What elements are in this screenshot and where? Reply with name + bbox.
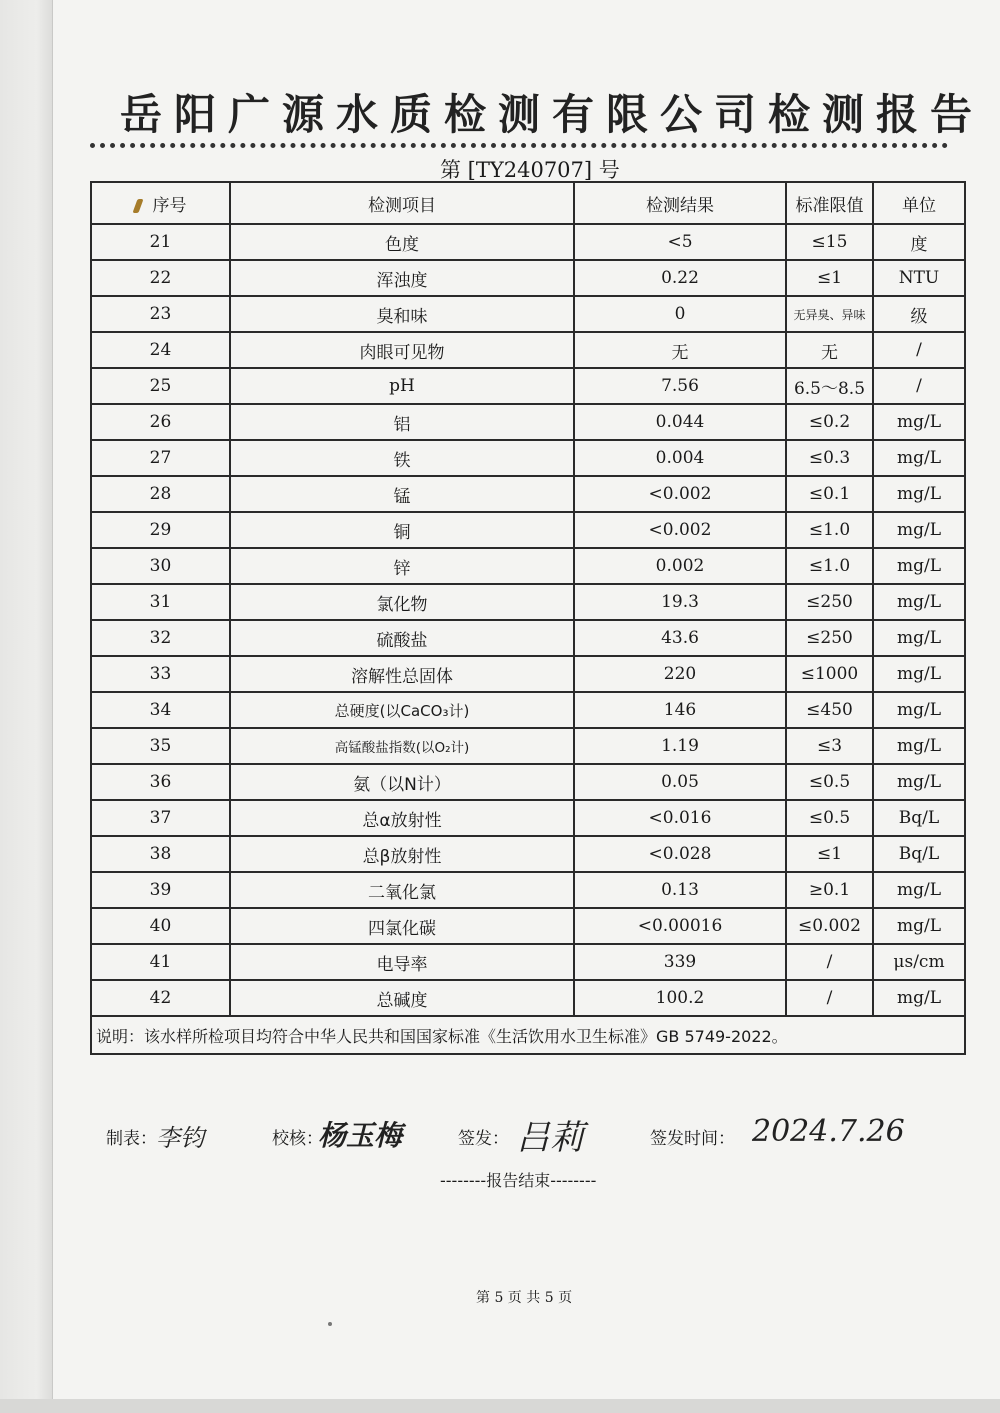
table-row xyxy=(91,692,965,728)
table-row xyxy=(91,224,965,260)
cell-item: 锌 xyxy=(230,548,574,584)
cell-unit: / xyxy=(873,368,965,404)
checked-by-signature: 杨玉梅 xyxy=(318,1119,403,1152)
cell-no: 37 xyxy=(91,800,230,836)
cell-result: 146 xyxy=(574,692,786,728)
binding-edge xyxy=(0,0,53,1413)
cell-result: 43.6 xyxy=(574,620,786,656)
issued-by-label: 签发： xyxy=(458,1129,509,1149)
cell-result: 220 xyxy=(574,656,786,692)
table-row xyxy=(91,872,965,908)
cell-limit: ≤0.3 xyxy=(786,440,873,476)
cell-unit: mg/L xyxy=(873,476,965,512)
checked-by-label: 校核： xyxy=(272,1129,323,1149)
cell-no: 34 xyxy=(91,692,230,728)
pen-mark-icon xyxy=(132,199,143,213)
cell-unit: mg/L xyxy=(873,908,965,944)
table-row xyxy=(91,296,965,332)
cell-item: 硫酸盐 xyxy=(230,620,574,656)
cell-unit: mg/L xyxy=(873,980,965,1016)
table-row xyxy=(91,836,965,872)
cell-no: 33 xyxy=(91,656,230,692)
table-row xyxy=(91,440,965,476)
report-title: 岳阳广源水质检测有限公司检测报告 xyxy=(120,90,985,139)
prepared-by-label: 制表： xyxy=(106,1129,157,1149)
cell-limit: ≤15 xyxy=(786,224,873,260)
table-row xyxy=(91,620,965,656)
cell-limit: ≤250 xyxy=(786,584,873,620)
cell-unit: NTU xyxy=(873,260,965,296)
cell-no: 38 xyxy=(91,836,230,872)
cell-result: <0.016 xyxy=(574,800,786,836)
cell-limit: ≤0.5 xyxy=(786,800,873,836)
cell-limit: ≤0.1 xyxy=(786,476,873,512)
cell-no: 26 xyxy=(91,404,230,440)
title-divider xyxy=(90,143,948,148)
cell-item: 氨（以N计） xyxy=(230,764,574,800)
compliance-note: 说明：该水样所检项目均符合中华人民共和国国家标准《生活饮用水卫生标准》GB 5749-2022。 xyxy=(91,1016,965,1054)
cell-limit: 无 xyxy=(786,332,873,368)
report-end-marker: --------报告结束-------- xyxy=(440,1171,597,1190)
cell-result: 1.19 xyxy=(574,728,786,764)
cell-limit: / xyxy=(786,944,873,980)
cell-item: 铝 xyxy=(230,404,574,440)
cell-result: 19.3 xyxy=(574,584,786,620)
table-row xyxy=(91,728,965,764)
cell-item: 氯化物 xyxy=(230,584,574,620)
scan-bottom-edge xyxy=(0,1399,1000,1413)
cell-no: 40 xyxy=(91,908,230,944)
cell-item: 锰 xyxy=(230,476,574,512)
table-row xyxy=(91,512,965,548)
cell-item: 浑浊度 xyxy=(230,260,574,296)
cell-limit: 无异臭、异味 xyxy=(786,296,873,332)
table-row xyxy=(91,260,965,296)
cell-no: 22 xyxy=(91,260,230,296)
cell-item: 总碱度 xyxy=(230,980,574,1016)
cell-no: 29 xyxy=(91,512,230,548)
cell-item: 色度 xyxy=(230,224,574,260)
header-result: 检测结果 xyxy=(574,182,786,224)
cell-unit: mg/L xyxy=(873,872,965,908)
cell-no: 39 xyxy=(91,872,230,908)
issue-date: 2024.7.26 xyxy=(752,1114,905,1149)
cell-result: 0.22 xyxy=(574,260,786,296)
cell-result: 0.044 xyxy=(574,404,786,440)
page-number: 第 5 页 共 5 页 xyxy=(476,1290,573,1306)
cell-unit: mg/L xyxy=(873,692,965,728)
cell-result: 无 xyxy=(574,332,786,368)
table-row xyxy=(91,944,965,980)
cell-limit: ≤1000 xyxy=(786,656,873,692)
table-row xyxy=(91,476,965,512)
scan-speck xyxy=(328,1322,332,1326)
cell-result: 100.2 xyxy=(574,980,786,1016)
cell-no: 31 xyxy=(91,584,230,620)
cell-unit: mg/L xyxy=(873,512,965,548)
cell-result: <0.002 xyxy=(574,512,786,548)
cell-result: 0 xyxy=(574,296,786,332)
cell-no: 24 xyxy=(91,332,230,368)
cell-result: 339 xyxy=(574,944,786,980)
cell-limit: ≤1.0 xyxy=(786,548,873,584)
table-row xyxy=(91,368,965,404)
cell-no: 23 xyxy=(91,296,230,332)
table-header-row xyxy=(91,182,965,224)
note-row xyxy=(91,1016,965,1054)
cell-result: <0.028 xyxy=(574,836,786,872)
cell-unit: mg/L xyxy=(873,728,965,764)
cell-no: 36 xyxy=(91,764,230,800)
cell-result: <5 xyxy=(574,224,786,260)
cell-limit: ≤3 xyxy=(786,728,873,764)
cell-unit: 级 xyxy=(873,296,965,332)
cell-limit: ≤250 xyxy=(786,620,873,656)
header-limit: 标准限值 xyxy=(786,182,873,224)
cell-result: 0.13 xyxy=(574,872,786,908)
cell-no: 41 xyxy=(91,944,230,980)
header-item: 检测项目 xyxy=(230,182,574,224)
cell-item: 溶解性总固体 xyxy=(230,656,574,692)
cell-limit: ≤0.5 xyxy=(786,764,873,800)
cell-no: 21 xyxy=(91,224,230,260)
cell-item: pH xyxy=(230,368,574,404)
cell-item: 四氯化碳 xyxy=(230,908,574,944)
cell-unit: mg/L xyxy=(873,440,965,476)
cell-item: 二氧化氯 xyxy=(230,872,574,908)
cell-result: 0.05 xyxy=(574,764,786,800)
cell-item: 总α放射性 xyxy=(230,800,574,836)
cell-item: 肉眼可见物 xyxy=(230,332,574,368)
cell-item: 臭和味 xyxy=(230,296,574,332)
cell-unit: mg/L xyxy=(873,620,965,656)
cell-unit: mg/L xyxy=(873,548,965,584)
cell-result: <0.002 xyxy=(574,476,786,512)
table-row xyxy=(91,908,965,944)
header-no: 序号 xyxy=(91,182,230,224)
table-row xyxy=(91,764,965,800)
table-row xyxy=(91,404,965,440)
cell-no: 27 xyxy=(91,440,230,476)
cell-limit: ≤0.002 xyxy=(786,908,873,944)
cell-unit: μs/cm xyxy=(873,944,965,980)
issue-date-label: 签发时间： xyxy=(650,1129,735,1149)
cell-unit: Bq/L xyxy=(873,836,965,872)
cell-item: 高锰酸盐指数(以O₂计) xyxy=(230,728,574,764)
table-row xyxy=(91,548,965,584)
cell-result: 0.002 xyxy=(574,548,786,584)
results-table xyxy=(90,181,966,1055)
cell-unit: / xyxy=(873,332,965,368)
cell-limit: ≤1 xyxy=(786,836,873,872)
cell-item: 电导率 xyxy=(230,944,574,980)
issued-by-signature: 吕莉 xyxy=(516,1118,584,1158)
cell-limit: ≤1.0 xyxy=(786,512,873,548)
cell-limit: / xyxy=(786,980,873,1016)
table-row xyxy=(91,584,965,620)
cell-no: 30 xyxy=(91,548,230,584)
cell-item: 铜 xyxy=(230,512,574,548)
cell-item: 总β放射性 xyxy=(230,836,574,872)
cell-unit: Bq/L xyxy=(873,800,965,836)
report-number: 第 [TY240707] 号 xyxy=(440,158,620,182)
prepared-by-signature: 李钧 xyxy=(156,1124,204,1152)
table-row xyxy=(91,332,965,368)
cell-result: 7.56 xyxy=(574,368,786,404)
cell-unit: mg/L xyxy=(873,584,965,620)
cell-no: 42 xyxy=(91,980,230,1016)
cell-limit: ≥0.1 xyxy=(786,872,873,908)
cell-unit: mg/L xyxy=(873,404,965,440)
cell-limit: ≤450 xyxy=(786,692,873,728)
cell-item: 总硬度(以CaCO₃计) xyxy=(230,692,574,728)
table-row xyxy=(91,980,965,1016)
cell-no: 35 xyxy=(91,728,230,764)
table-row xyxy=(91,656,965,692)
header-unit: 单位 xyxy=(873,182,965,224)
cell-unit: mg/L xyxy=(873,764,965,800)
cell-no: 25 xyxy=(91,368,230,404)
cell-item: 铁 xyxy=(230,440,574,476)
cell-limit: ≤1 xyxy=(786,260,873,296)
cell-limit: ≤0.2 xyxy=(786,404,873,440)
cell-unit: 度 xyxy=(873,224,965,260)
cell-unit: mg/L xyxy=(873,656,965,692)
cell-no: 28 xyxy=(91,476,230,512)
table-row xyxy=(91,800,965,836)
cell-result: 0.004 xyxy=(574,440,786,476)
cell-no: 32 xyxy=(91,620,230,656)
cell-limit: 6.5～8.5 xyxy=(786,368,873,404)
cell-result: <0.00016 xyxy=(574,908,786,944)
